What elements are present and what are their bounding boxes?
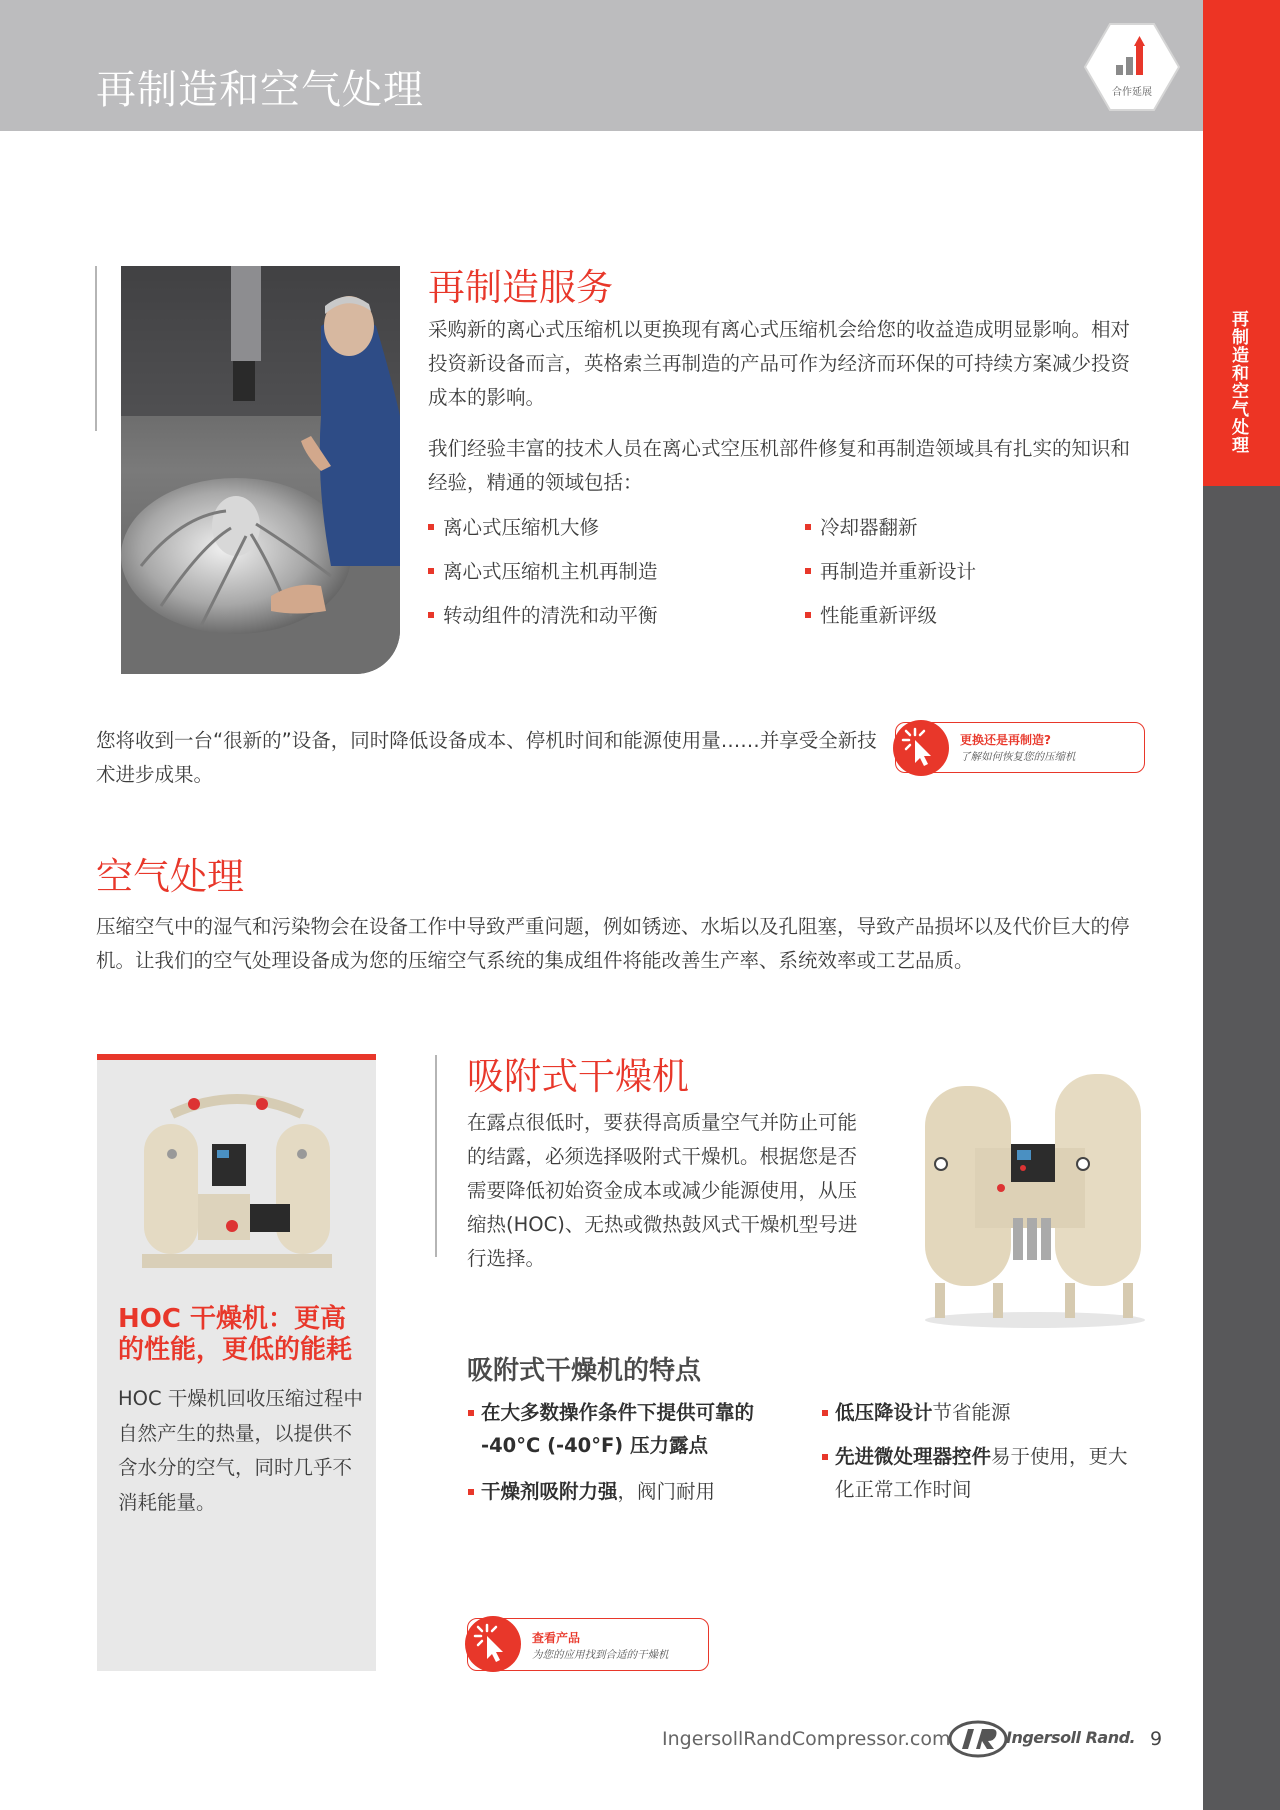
section-badge[interactable]	[1083, 22, 1181, 112]
footer-website-link[interactable]: IngersollRandCompressor.com	[662, 1728, 951, 1750]
replace-or-remanufacture-button[interactable]	[895, 722, 1145, 773]
list-item: 先进微处理器控件易于使用，更大化正常工作时间	[835, 1440, 1145, 1506]
cursor-click-icon	[465, 1616, 521, 1672]
remanufacture-photo	[121, 266, 400, 674]
hoc-card-text: HOC 干燥机回收压缩过程中自然产生的热量，以提供不含水分的空气，同时几乎不消耗能量。	[118, 1387, 363, 1514]
list-item: 性能重新评级	[805, 600, 937, 628]
air-treatment-paragraph: 压缩空气中的湿气和污染物会在设备工作中导致严重问题，例如锈迹、水垢以及孔阻塞，导致产品损坏以及代价巨大的停机。让我们的空气处理设备成为您的压缩空气系统的集成组件将能改善生产率、系统效率或工艺品质。	[96, 915, 1130, 972]
sidebar-label: 再制造和空气处理	[1228, 310, 1248, 454]
hoc-dryer-image	[132, 1084, 342, 1284]
cta-title: 查看产品	[532, 1631, 581, 1645]
list-item: 再制造并重新设计	[805, 556, 976, 584]
page-header	[0, 0, 1203, 131]
view-products-button[interactable]	[467, 1618, 709, 1671]
cta-title: 更换还是再制造?	[960, 733, 1051, 747]
remanufacture-paragraph-2: 我们经验丰富的技术人员在离心式空压机部件修复和再制造领域具有扎实的知识和经验，精通的领域包括：	[428, 437, 1131, 494]
remanufacture-paragraph-1: 采购新的离心式压缩机以更换现有离心式压缩机会给您的收益造成明显影响。相对投资新设备而言，英格索兰再制造的产品可作为经济而环保的可持续方案减少投资成本的影响。	[428, 318, 1131, 409]
list-item: 在大多数操作条件下提供可靠的 -40°C (-40°F) 压力露点	[481, 1396, 781, 1462]
list-item: 干燥剂吸附力强，阀门耐用	[481, 1475, 781, 1508]
desiccant-dryer-paragraph: 在露点很低时，要获得高质量空气并防止可能的结露，必须选择吸附式干燥机。根据您是否需要降低初始资金成本或减少能源使用，从压缩热(HOC)、无热或微热鼓风式干燥机型号进行选择。	[467, 1111, 858, 1270]
remanufacture-closing: 您将收到一台“很新的”设备，同时降低设备成本、停机时间和能源使用量……并享受全新技术进步成果。	[96, 729, 877, 786]
ingersoll-rand-logo	[948, 1719, 1136, 1763]
list-item: 冷却器翻新	[805, 512, 918, 540]
desiccant-dryer-heading: 吸附式干燥机	[467, 1055, 689, 1098]
divider-line	[95, 266, 97, 431]
list-item: 低压降设计节省能源	[835, 1396, 1145, 1429]
cta-subtitle: 为您的应用找到合适的干燥机	[532, 1649, 669, 1661]
hexagon-chart-icon	[1083, 22, 1181, 112]
page-title: 再制造和空气处理	[96, 67, 424, 113]
cursor-click-icon	[893, 720, 949, 776]
list-item: 离心式压缩机主机再制造	[428, 556, 658, 584]
brand-name: Ingersoll Rand.	[1006, 1728, 1136, 1747]
technician-impeller-image	[121, 266, 400, 674]
hoc-dryer-card	[97, 1054, 376, 1671]
badge-label: 合作延展	[1112, 87, 1152, 98]
list-item: 转动组件的清洗和动平衡	[428, 600, 658, 628]
page-number: 9	[1150, 1728, 1163, 1750]
list-item: 离心式压缩机大修	[428, 512, 599, 540]
divider-line	[435, 1055, 437, 1257]
remanufacture-heading: 再制造服务	[428, 266, 613, 309]
desiccant-dryer-image	[915, 1068, 1147, 1330]
hoc-card-heading: HOC 干燥机：更高的性能，更低的能耗	[118, 1304, 353, 1365]
air-treatment-heading: 空气处理	[96, 855, 244, 898]
cta-subtitle: 了解如何恢复您的压缩机	[960, 751, 1076, 763]
features-heading: 吸附式干燥机的特点	[467, 1356, 702, 1386]
